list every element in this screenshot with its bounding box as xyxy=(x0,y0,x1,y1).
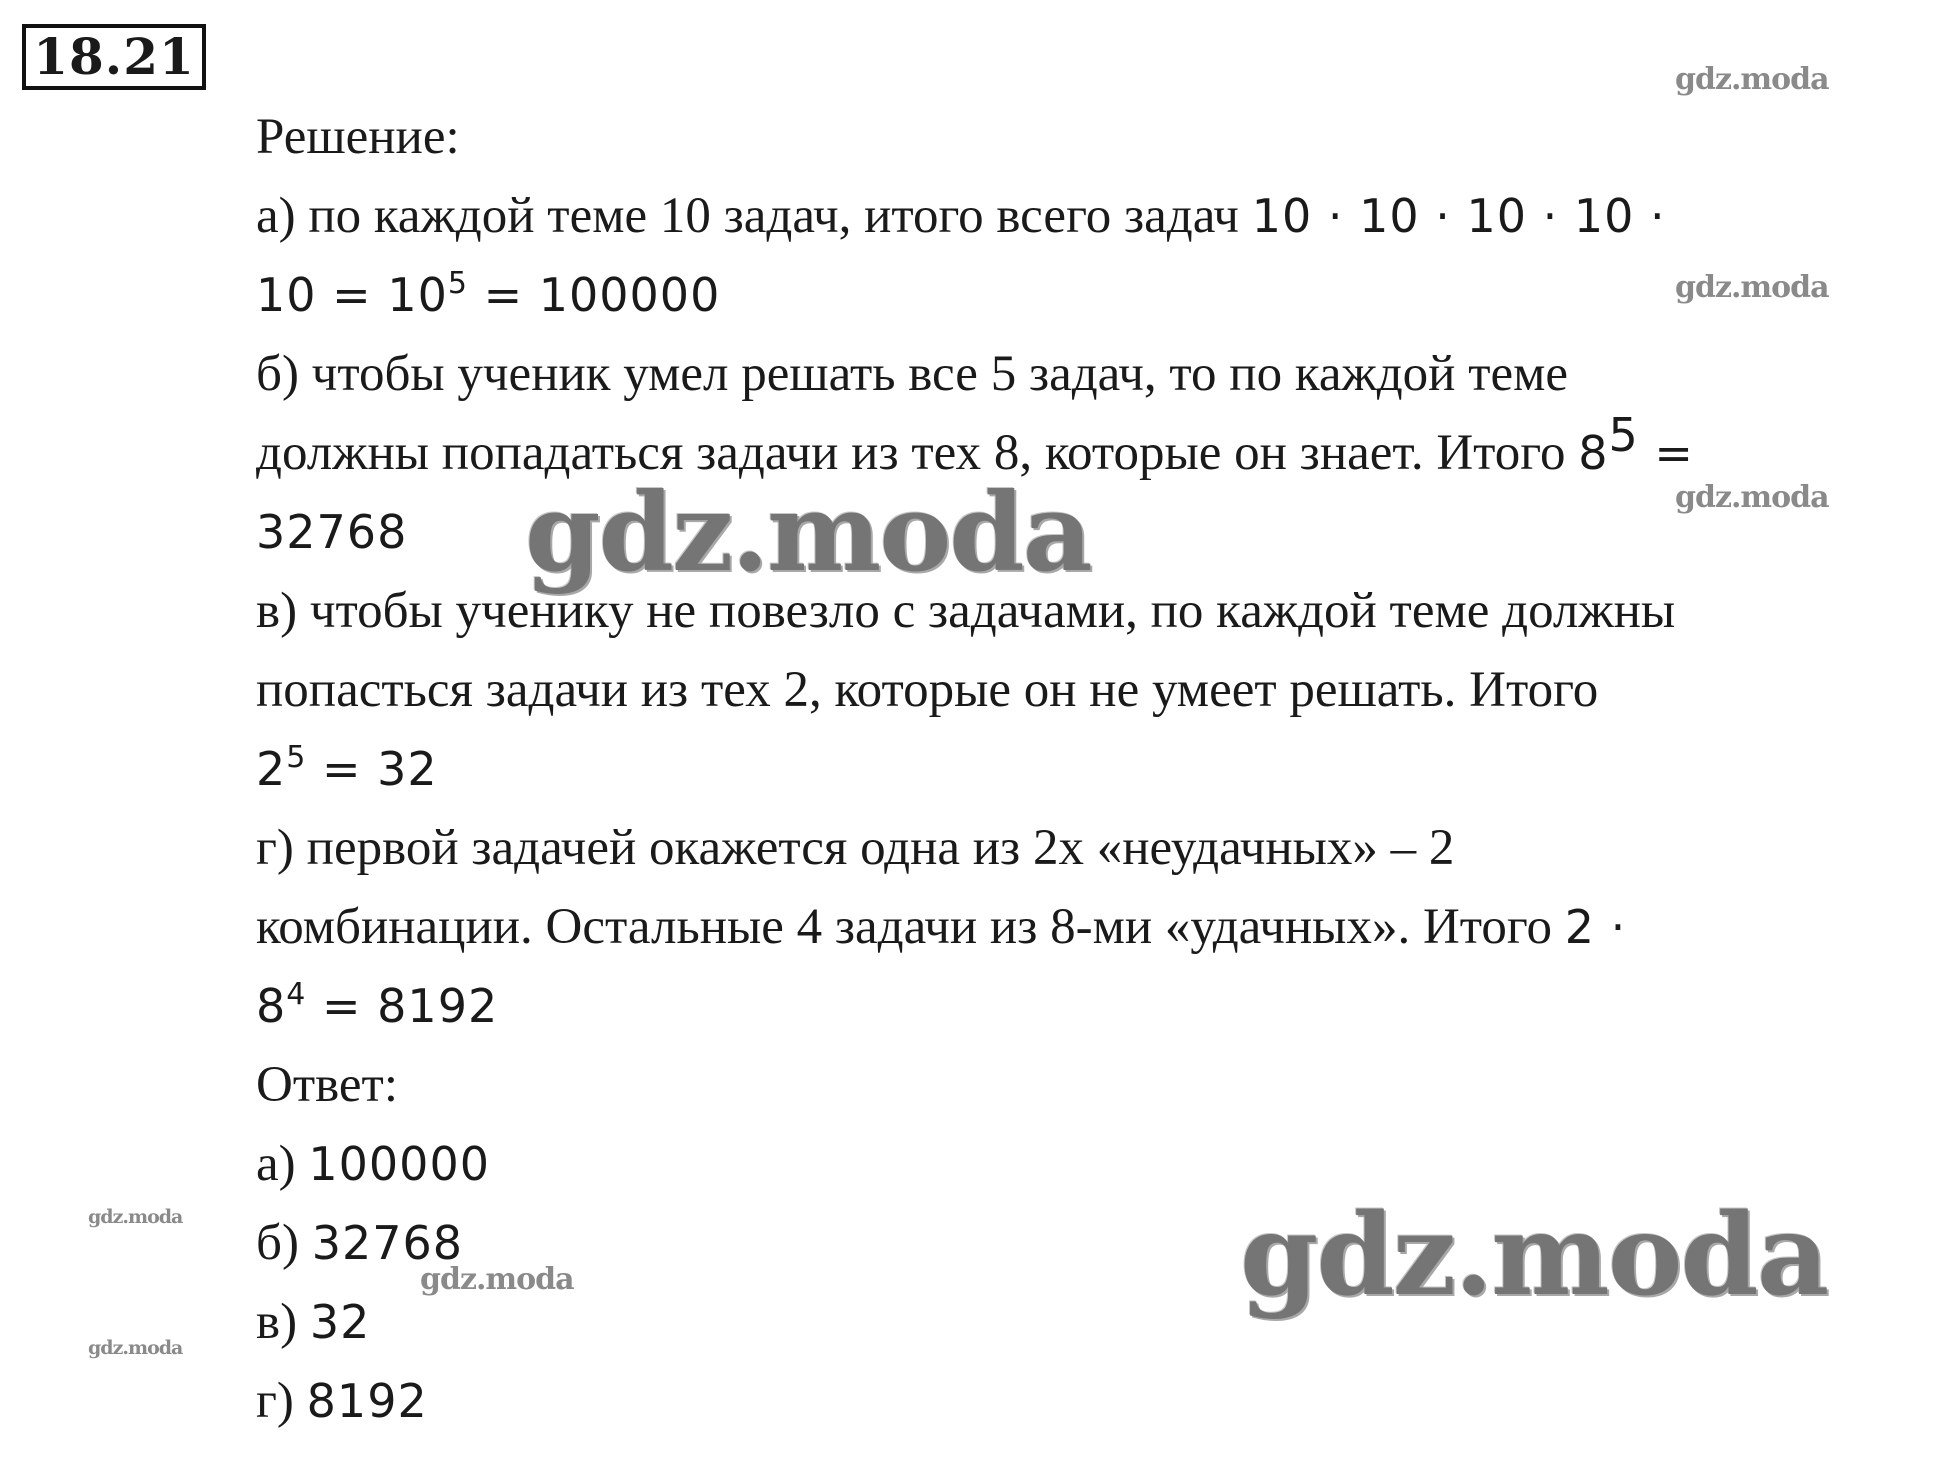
solution-heading: Решение: xyxy=(256,109,460,165)
part-a-equation-left: 10 = 10 xyxy=(256,268,448,322)
part-v-line-1: в) чтобы ученику не повезло с задачами, по каждой теме должны xyxy=(256,583,1676,639)
part-g-text: комбинации. Остальные 4 задачи из 8-ми «удачных». Итого xyxy=(256,899,1565,955)
answer-heading: Ответ: xyxy=(256,1057,398,1113)
answer-b-label: б) xyxy=(256,1215,312,1271)
part-g-exponent: 4 xyxy=(286,977,307,1012)
answer-b xyxy=(256,1204,1936,1283)
part-b-base: 8 xyxy=(1578,426,1609,480)
answer-g xyxy=(256,1362,1936,1441)
part-b-exponent: 5 xyxy=(1608,408,1639,462)
part-g-product: 2 · xyxy=(1564,900,1627,954)
part-g-line-2 xyxy=(256,888,1936,967)
answer-g-label: г) xyxy=(256,1373,307,1429)
answer-v-label: в) xyxy=(256,1294,310,1350)
part-g-equation-right: = 8192 xyxy=(306,979,499,1033)
part-b-line-2 xyxy=(256,408,1936,493)
watermark-logo: gdz.moda xyxy=(1675,270,1829,305)
watermark-logo: gdz.moda xyxy=(1675,480,1829,515)
watermark-logo-large: gdz.moda xyxy=(1240,1190,1828,1321)
watermark-logo: gdz.moda xyxy=(88,1337,183,1359)
answer-a-label: а) xyxy=(256,1136,309,1192)
answer-a-value: 100000 xyxy=(308,1137,490,1191)
part-v-base: 2 xyxy=(256,742,287,796)
problem-number: 18.21 xyxy=(22,24,206,90)
watermark-logo: gdz.moda xyxy=(420,1262,574,1297)
part-a-line-2 xyxy=(256,256,1936,335)
part-b-line-1: б) чтобы ученик умел решать все 5 задач, то по каждой теме xyxy=(256,346,1569,402)
answer-g-value: 8192 xyxy=(306,1374,428,1428)
part-b-equals: = xyxy=(1638,426,1694,480)
part-a-line-1 xyxy=(256,177,1936,256)
part-b-line-3: 32768 xyxy=(256,505,408,559)
part-v-line-3 xyxy=(256,730,1936,809)
answer-v-value: 32 xyxy=(309,1295,371,1349)
part-v-line-2: попасться задачи из тех 2, которые он не умеет решать. Итого xyxy=(256,662,1599,718)
part-b-text: должны попадаться задачи из тех 8, которые он знает. Итого xyxy=(256,425,1579,481)
part-a-equation-right: = 100000 xyxy=(467,268,721,322)
solution-text xyxy=(256,98,1936,1441)
watermark-logo-large: gdz.moda xyxy=(525,470,1091,596)
part-g-line-1: г) первой задачей окажется одна из 2х «неудачных» – 2 xyxy=(256,820,1455,876)
part-v-equation-right: = 32 xyxy=(306,742,438,796)
answer-b-value: 32768 xyxy=(311,1216,464,1270)
part-a-text: а) по каждой теме 10 задач, итого всего задач xyxy=(256,188,1252,244)
answer-a xyxy=(256,1125,1936,1204)
part-g-base: 8 xyxy=(256,979,287,1033)
part-a-exponent: 5 xyxy=(447,266,468,301)
answer-v xyxy=(256,1283,1936,1362)
watermark-logo: gdz.moda xyxy=(88,1206,183,1228)
watermark-logo: gdz.moda xyxy=(1675,62,1829,97)
part-a-product: 10 · 10 · 10 · 10 · xyxy=(1251,189,1666,243)
part-g-line-3 xyxy=(256,967,1936,1046)
part-v-exponent: 5 xyxy=(286,740,307,775)
